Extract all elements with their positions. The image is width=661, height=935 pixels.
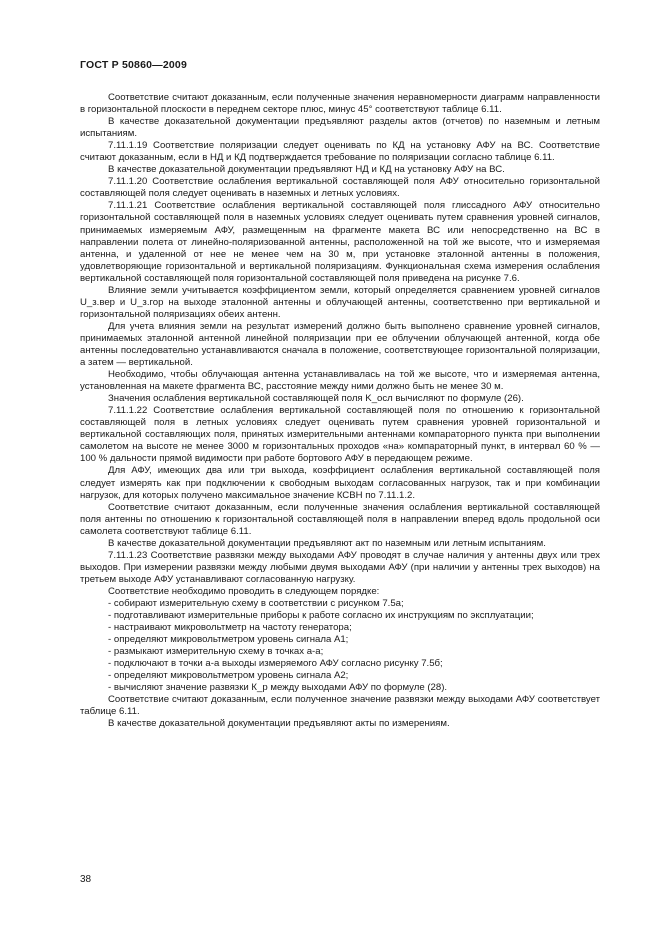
list-item: - настраивают микровольтметр на частоту генератора;	[108, 622, 352, 634]
paragraph: 7.11.1.21 Соответствие ослабления вертикальной составляющей поля глиссадного АФУ относительно горизонтальной составляющей поля в наземных условиях следует оценивать путем сравнения уровней сигналов, принимаемых измеряемым АФУ, размещенным на фрагменте макета ВС или непосредственно на ВС в направлении полета от линейно-поляризованной антенны, расположенной на той же высоте, что и измеряемая антенна, и удаленной от нее не менее чем на 30 м, при установке эталонной антенны в положения, удовлетворяющие горизонтальной и вертикальной поляризациям. Функциональная схема измерения ослабления вертикальной составляющей поля горизонтальной составляющей поля приведена на рисунке 7.6.	[80, 200, 600, 284]
paragraph: Соответствие считают доказанным, если полученные значения ослабления вертикальной составляющей поля антенны по отношению к горизонтальной составляющей поля в направлении вперед вдоль продольной оси самолета соответствуют таблице 6.11.	[80, 501, 600, 537]
list-item: - собирают измерительную схему в соответствии с рисунком 7.5а;	[108, 597, 404, 609]
paragraph: Для учета влияния земли на результат измерений должно быть выполнено сравнение уровней сигналов, принимаемых эталонной антенной линейной поляризации при ее облучении облучающей антенной, когда обе антенны последовательно устанавливаются сначала в положение, соответствующее горизонтальной поляризации, а затем — вертикальной.	[80, 320, 600, 369]
paragraph: 7.11.1.22 Соответствие ослабления вертикальной составляющей поля по отношению к горизонтальной составляющей поля в летных условиях следует оценивать путем сравнения уровней горизонтальной и вертикальной составляющих поля, принятых измерительными антеннами компараторного пункта при выполнении самолетом на высоте не менее 3000 м горизонтальных проходов «на» компараторный пункт, в интервал 60 % — 100 % дальности прямой видимости при работе бортового АФУ в передающем режиме.	[80, 405, 600, 465]
paragraph: В качестве доказательной документации предъявляют НД и КД на установку АФУ на ВС.	[108, 164, 505, 176]
paragraph: В качестве доказательной документации предъявляют акт по наземным или летным испытаниям.	[108, 537, 546, 549]
paragraph: Соответствие считают доказанным, если полученное значение развязки между выходами АФУ соответствует таблице 6.11.	[80, 694, 600, 718]
paragraph: 7.11.1.23 Соответствие развязки между выходами АФУ проводят в случае наличия у антенны двух или трех выходов. При измерении развязки между любыми двумя выходами АФУ (при наличии у антенны трех выходов) на третьем выходе АФУ устанавливают согласованную нагрузку.	[80, 549, 600, 585]
list-item: - определяют микровольтметром уровень сигнала А1;	[108, 634, 349, 646]
paragraph: 7.11.1.20 Соответствие ослабления вертикальной составляющей поля АФУ относительно горизонтальной составляющей поля следует оценивать в наземных и летных условиях.	[80, 176, 600, 200]
paragraph: Соответствие необходимо проводить в следующем порядке:	[108, 585, 380, 597]
list-item: - подготавливают измерительные приборы к работе согласно их инструкциям по эксплуатации;	[108, 610, 534, 622]
paragraph: Необходимо, чтобы облучающая антенна устанавливалась на той же высоте, что и измеряемая антенна, установленная на макете фрагмента ВС, расстояние между ними должно быть не менее 30 м.	[80, 369, 600, 393]
paragraph: 7.11.1.19 Соответствие поляризации следует оценивать по КД на установку АФУ на ВС. Соответствие считают доказанным, если в НД и КД подтверждается требование по поляризации согласно таблице 6.11.	[80, 140, 600, 164]
list-item: - определяют микровольтметром уровень сигнала А2;	[108, 670, 349, 682]
paragraph: В качестве доказательной документации предъявляют акты по измерениям.	[108, 718, 450, 730]
standard-header: ГОСТ Р 50860—2009	[80, 59, 188, 71]
list-item: - размыкают измерительную схему в точках а-а;	[108, 646, 324, 658]
page-number: 38	[80, 874, 92, 885]
list-item: - подключают в точки а-а выходы измеряемого АФУ согласно рисунку 7.5б;	[108, 658, 443, 670]
paragraph: В качестве доказательной документации предъявляют разделы актов (отчетов) по наземным и летным испытаниям.	[80, 116, 600, 140]
body-text	[80, 92, 600, 730]
list-item: - вычисляют значение развязки К_р между выходами АФУ по формуле (28).	[108, 682, 448, 694]
paragraph: Соответствие считают доказанным, если полученные значения неравномерности диаграмм направленности в горизонтальной плоскости в переднем секторе плюс, минус 45° соответствуют таблице 6.11.	[80, 92, 600, 116]
paragraph: Влияние земли учитывается коэффициентом земли, который определяется сравнением уровней сигналов U_з.вер и U_з.гор на выходе эталонной антенны и облучающей антенны, соответственно при вертикальной и горизонтальной поляризациях обеих антенн.	[80, 284, 600, 320]
paragraph: Для АФУ, имеющих два или три выхода, коэффициент ослабления вертикальной составляющей поля следует измерять как при подключении к свободным выходам согласованных нагрузок, так и при комбинации нагрузок, для которых получено максимальное значение КСВН по 7.11.1.2.	[80, 465, 600, 501]
paragraph: Значения ослабления вертикальной составляющей поля K_осл вычисляют по формуле (26).	[108, 393, 524, 405]
